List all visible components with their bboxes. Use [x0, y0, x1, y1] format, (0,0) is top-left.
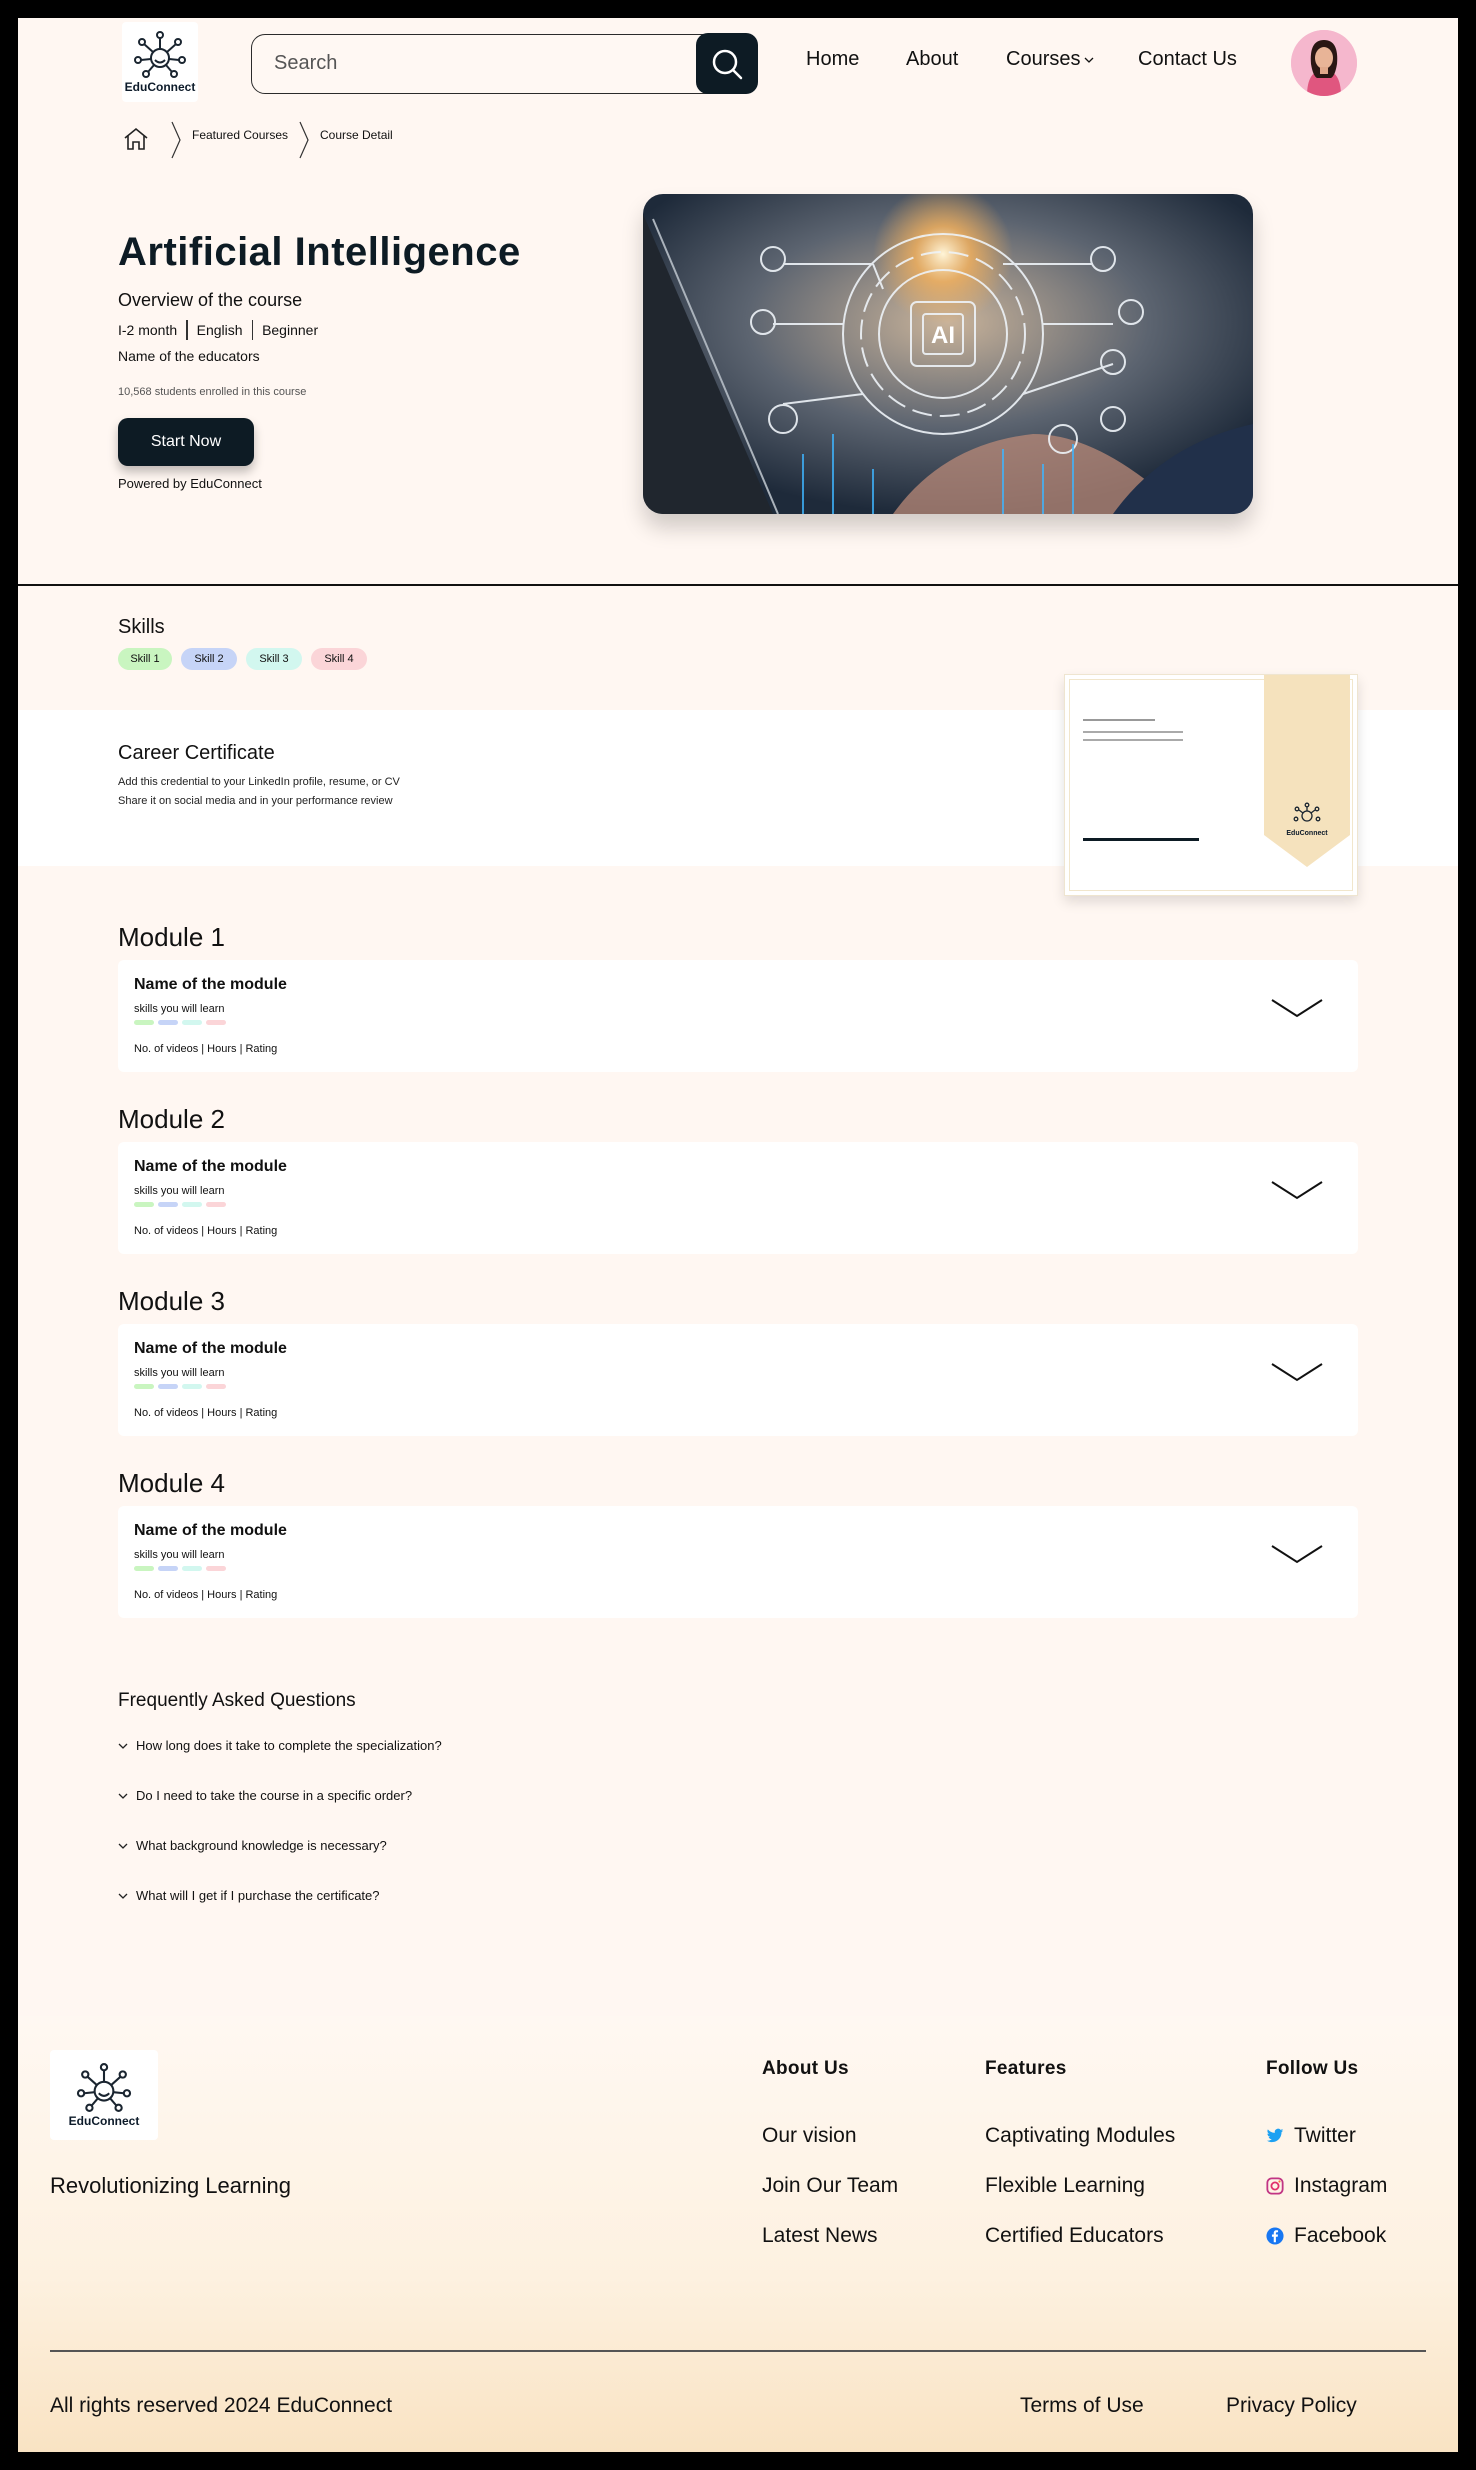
network-brain-icon	[74, 2062, 134, 2112]
certificate-title: Career Certificate	[118, 742, 275, 764]
enrolled-count: 10,568 students enrolled in this course	[118, 386, 307, 398]
module-name: Name of the module	[134, 1340, 287, 1357]
instagram-icon	[1266, 2177, 1284, 2195]
course-title: Artificial Intelligence	[118, 230, 521, 274]
breadcrumb-course-detail: Course Detail	[320, 128, 393, 142]
home-icon[interactable]	[122, 126, 150, 152]
footer-brand-name: EduConnect	[68, 2114, 140, 2128]
faq-title: Frequently Asked Questions	[118, 1690, 356, 1711]
chevron-down-icon	[118, 1892, 128, 1900]
skill-pill: Skill 2	[181, 648, 237, 670]
footer-link-latest-news[interactable]: Latest News	[762, 2224, 878, 2247]
module-skill-tags	[134, 1202, 226, 1207]
chevron-down-icon	[118, 1742, 128, 1750]
brand-name: EduConnect	[124, 80, 196, 94]
nav-contact[interactable]: Contact Us	[1138, 48, 1237, 70]
chevron-down-icon	[118, 1842, 128, 1850]
module-name: Name of the module	[134, 976, 287, 993]
chevron-down-icon	[1084, 56, 1094, 64]
start-now-button[interactable]: Start Now	[118, 418, 254, 466]
course-language: English	[196, 322, 243, 338]
module-card[interactable]	[118, 1506, 1358, 1618]
module-name: Name of the module	[134, 1158, 287, 1175]
faq-question: How long does it take to complete the specialization?	[136, 1738, 442, 1753]
module-stats: No. of videos | Hours | Rating	[134, 1043, 278, 1055]
brand-logo[interactable]	[122, 22, 198, 102]
module-card[interactable]	[118, 960, 1358, 1072]
module-skill-tags	[134, 1566, 226, 1571]
footer-follow-heading: Follow Us	[1266, 2058, 1359, 2079]
module-name: Name of the module	[134, 1522, 287, 1539]
certificate-seal-text: EduConnect	[1286, 830, 1328, 837]
breadcrumb-separator-icon	[170, 120, 182, 160]
page-frame	[18, 18, 1458, 2452]
chevron-down-icon	[118, 1792, 128, 1800]
module-skill-tags	[134, 1384, 226, 1389]
module-stats: No. of videos | Hours | Rating	[134, 1407, 278, 1419]
footer-link-certified-educators[interactable]: Certified Educators	[985, 2224, 1164, 2247]
twitter-icon	[1266, 2128, 1284, 2144]
privacy-policy-link[interactable]: Privacy Policy	[1226, 2394, 1357, 2417]
meta-separator	[186, 320, 188, 340]
ai-chip-text: AI	[931, 322, 955, 349]
avatar-portrait-icon	[1291, 30, 1357, 96]
powered-by: Powered by EduConnect	[118, 476, 262, 491]
twitter-label: Twitter	[1294, 2124, 1356, 2147]
course-level: Beginner	[262, 322, 319, 338]
faq-question: What will I get if I purchase the certificate?	[136, 1888, 380, 1903]
footer-tagline: Revolutionizing Learning	[50, 2173, 291, 2198]
expand-chevron-icon[interactable]	[1270, 1360, 1324, 1384]
expand-chevron-icon[interactable]	[1270, 1542, 1324, 1566]
module-stats: No. of videos | Hours | Rating	[134, 1225, 278, 1237]
footer-link-twitter[interactable]	[1266, 2124, 1356, 2148]
module-title: Module 3	[118, 1286, 225, 1316]
faq-question: What background knowledge is necessary?	[136, 1838, 387, 1853]
search-input[interactable]	[274, 35, 674, 92]
certificate-ribbon-icon	[1264, 675, 1350, 867]
module-skill-tags	[134, 1020, 226, 1025]
search-bar	[251, 34, 757, 94]
module-stats: No. of videos | Hours | Rating	[134, 1589, 278, 1601]
footer-link-captivating-modules[interactable]: Captivating Modules	[985, 2124, 1176, 2147]
nav-courses-label: Courses	[1006, 48, 1081, 70]
footer-divider	[50, 2350, 1426, 2352]
user-avatar[interactable]	[1291, 30, 1357, 96]
module-skills: skills you will learn	[134, 1003, 225, 1015]
footer-link-join-team[interactable]: Join Our Team	[762, 2174, 899, 2197]
skill-pill: Skill 1	[118, 648, 172, 670]
faq-item[interactable]	[118, 1838, 387, 1853]
footer-link-our-vision[interactable]: Our vision	[762, 2124, 857, 2147]
search-button[interactable]	[696, 33, 758, 94]
breadcrumb-featured-courses[interactable]: Featured Courses	[192, 128, 289, 142]
section-divider	[18, 584, 1458, 586]
faq-question: Do I need to take the course in a specific order?	[136, 1788, 413, 1803]
ai-illustration	[643, 194, 1253, 514]
certificate-preview	[1064, 674, 1358, 896]
module-skills: skills you will learn	[134, 1367, 225, 1379]
search-icon	[709, 46, 745, 82]
meta-separator	[252, 320, 254, 340]
module-skills: skills you will learn	[134, 1185, 225, 1197]
nav-courses[interactable]	[1006, 48, 1094, 71]
facebook-icon	[1266, 2227, 1284, 2245]
course-duration: I-2 month	[118, 322, 178, 338]
certificate-description-2: Share it on social media and in your performance review	[118, 795, 393, 807]
skill-pill: Skill 4	[311, 648, 367, 670]
faq-item[interactable]	[118, 1738, 442, 1753]
instagram-label: Instagram	[1294, 2174, 1388, 2197]
facebook-label: Facebook	[1294, 2224, 1387, 2247]
faq-item[interactable]	[118, 1788, 412, 1803]
footer-link-instagram[interactable]	[1266, 2174, 1387, 2198]
site-footer	[18, 2016, 1458, 2452]
hero-image	[643, 194, 1253, 514]
footer-logo[interactable]	[50, 2050, 158, 2140]
module-card[interactable]	[118, 1142, 1358, 1254]
course-meta	[118, 320, 318, 340]
expand-chevron-icon[interactable]	[1270, 996, 1324, 1020]
nav-about[interactable]: About	[906, 48, 959, 70]
breadcrumb-separator-icon	[298, 120, 310, 160]
course-educators: Name of the educators	[118, 348, 260, 364]
footer-link-facebook[interactable]	[1266, 2224, 1386, 2248]
terms-of-use-link[interactable]: Terms of Use	[1020, 2394, 1144, 2417]
network-brain-icon	[132, 30, 188, 78]
skill-pill: Skill 3	[246, 648, 302, 670]
module-title: Module 4	[118, 1468, 225, 1498]
module-title: Module 1	[118, 922, 225, 952]
course-overview: Overview of the course	[118, 290, 303, 310]
expand-chevron-icon[interactable]	[1270, 1178, 1324, 1202]
module-skills: skills you will learn	[134, 1549, 225, 1561]
footer-link-flexible-learning[interactable]: Flexible Learning	[985, 2174, 1145, 2197]
certificate-description-1: Add this credential to your LinkedIn profile, resume, or CV	[118, 776, 400, 788]
skills-title: Skills	[118, 616, 165, 638]
module-card[interactable]	[118, 1324, 1358, 1436]
footer-features-heading: Features	[985, 2058, 1067, 2079]
footer-about-heading: About Us	[762, 2058, 849, 2079]
module-title: Module 2	[118, 1104, 225, 1134]
faq-item[interactable]	[118, 1888, 380, 1903]
nav-home[interactable]: Home	[806, 48, 860, 70]
copyright: All rights reserved 2024 EduConnect	[50, 2394, 393, 2417]
